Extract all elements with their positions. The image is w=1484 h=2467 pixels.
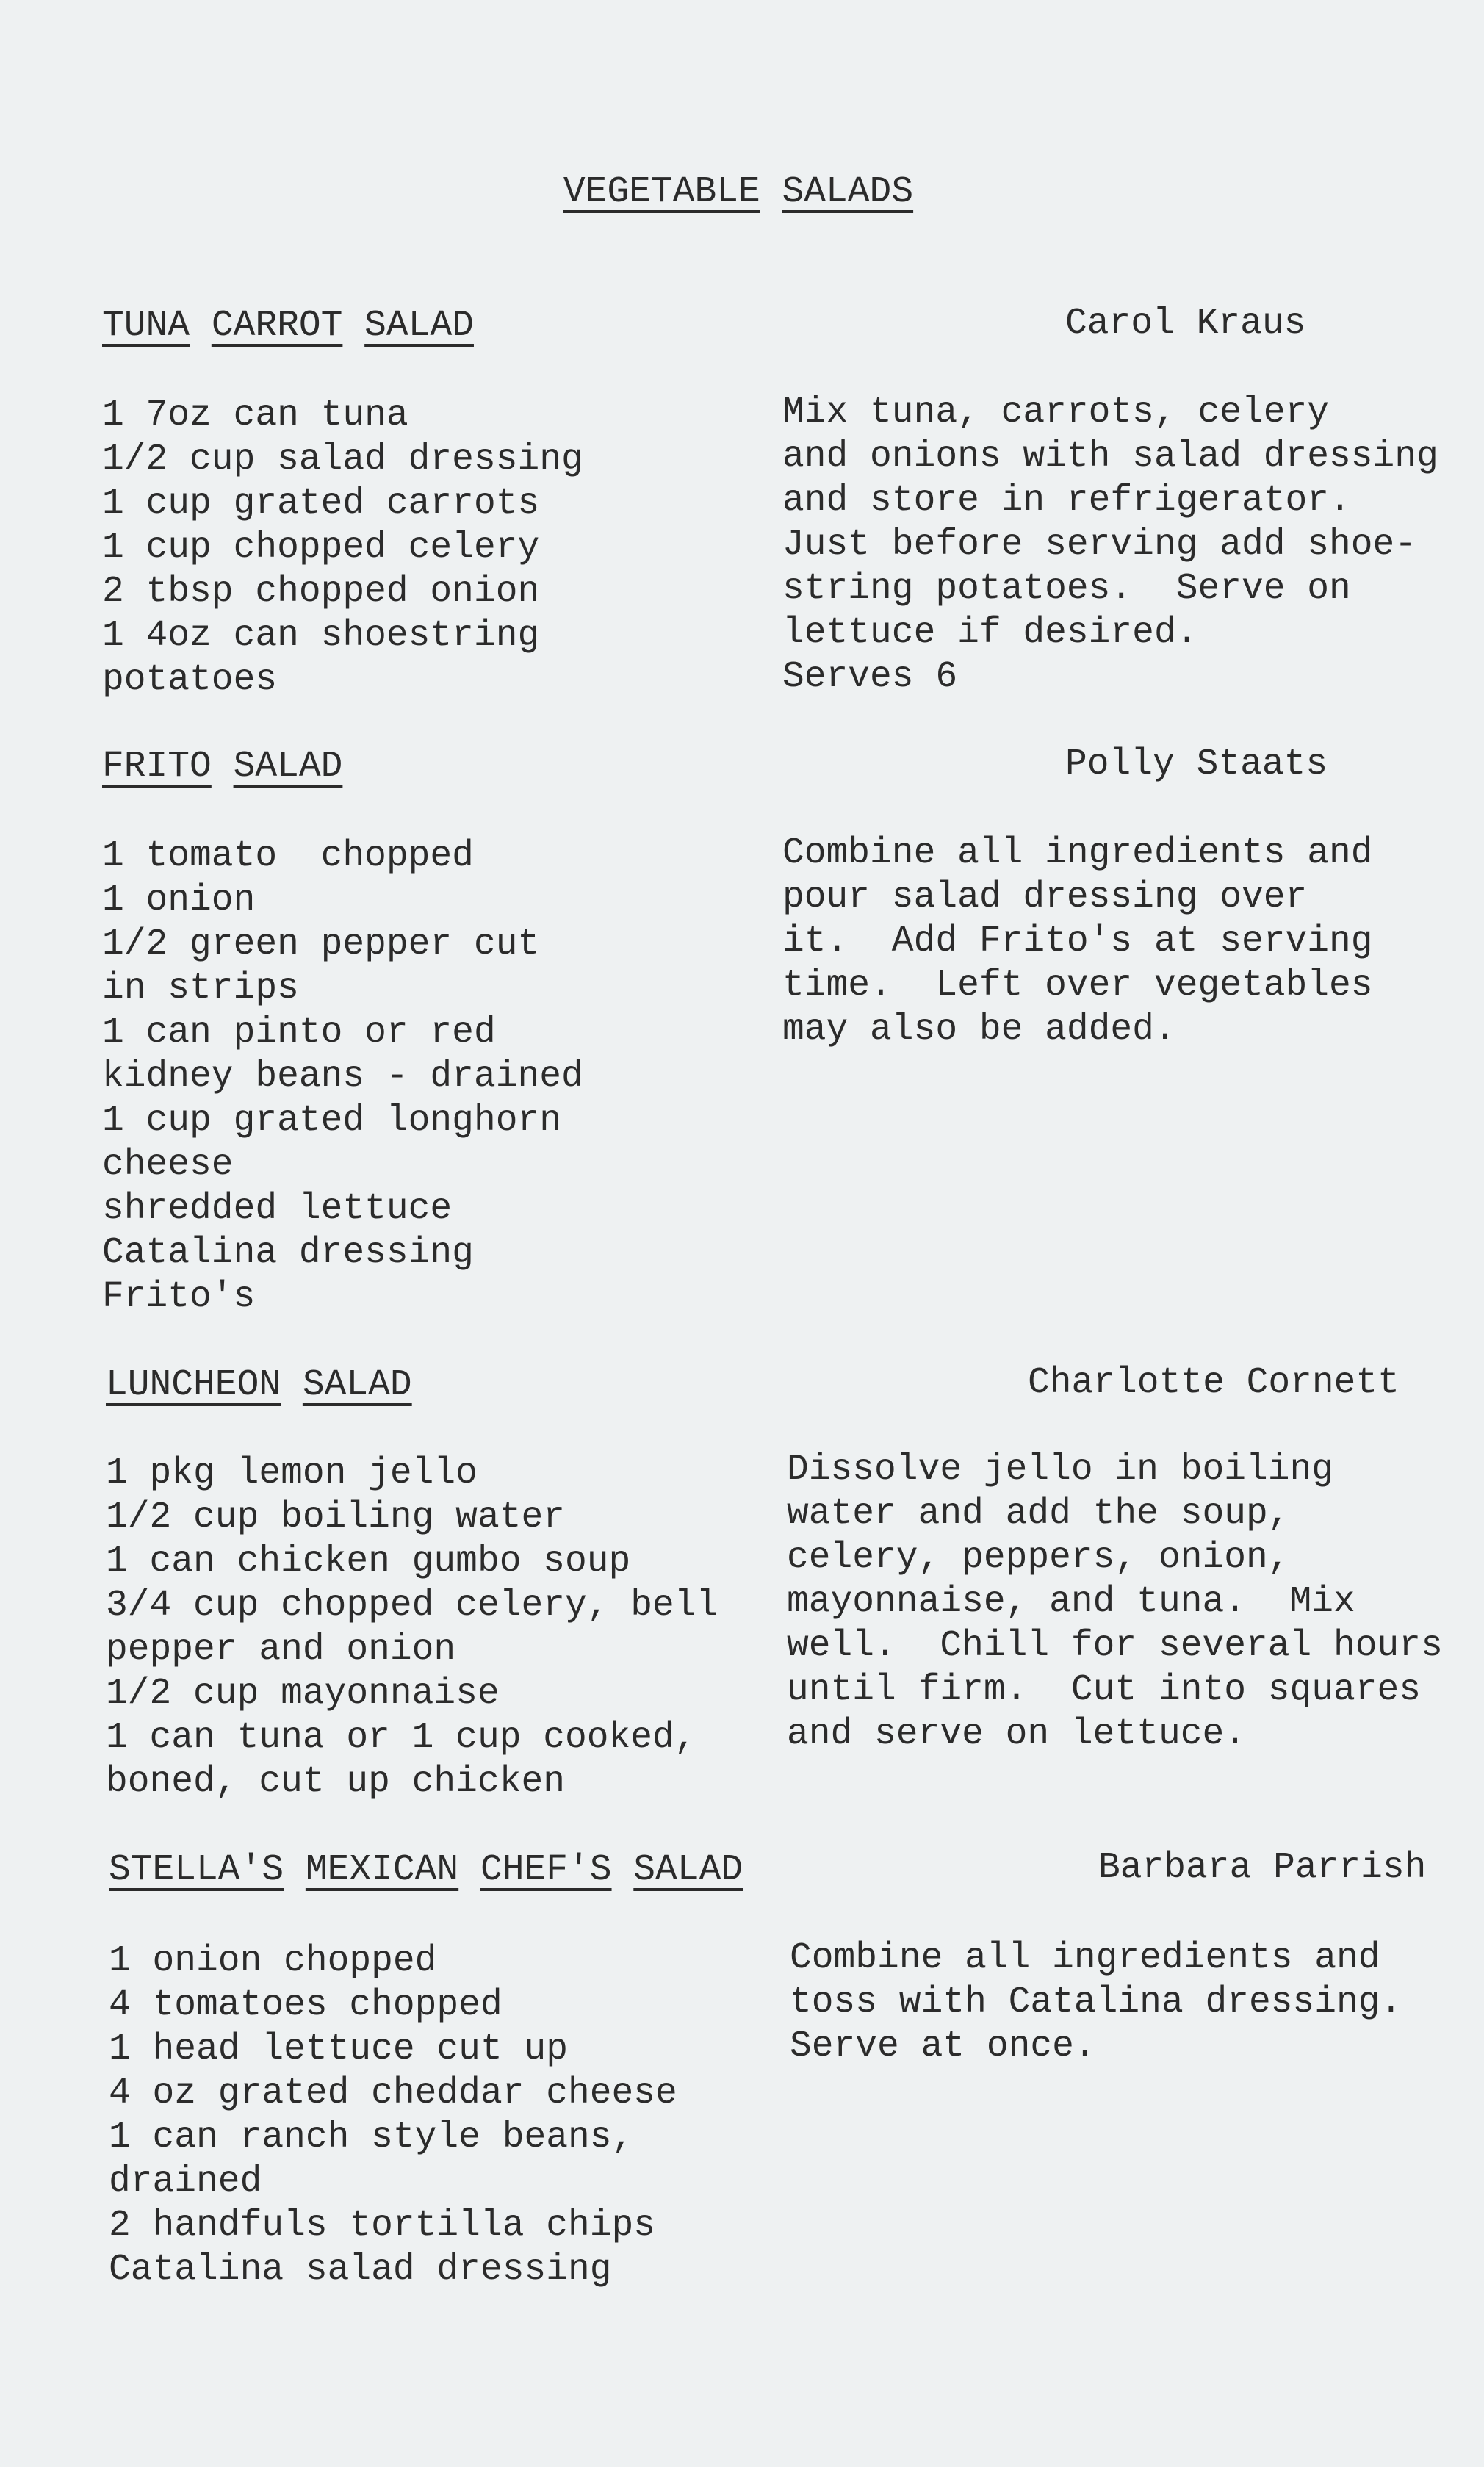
recipe-author: Barbara Parrish bbox=[1098, 1847, 1427, 1888]
ingredient-line: 1 head lettuce cut up bbox=[109, 2028, 568, 2070]
ingredient-line: 1 onion chopped bbox=[109, 1940, 437, 1981]
direction-line: Serves 6 bbox=[782, 656, 958, 697]
ingredient-line: 1 can ranch style beans, bbox=[109, 2117, 634, 2158]
direction-line: lettuce if desired. bbox=[782, 612, 1198, 653]
recipe-title-word: STELLA'S bbox=[109, 1849, 284, 1890]
recipe-title bbox=[109, 1848, 743, 1892]
ingredient-line: Catalina salad dressing bbox=[109, 2249, 612, 2290]
ingredient-line: 1 can pinto or red bbox=[102, 1012, 496, 1053]
ingredient-line: 2 handfuls tortilla chips bbox=[109, 2205, 656, 2246]
ingredient-line: drained bbox=[109, 2161, 262, 2202]
recipe-author: Polly Staats bbox=[1065, 743, 1328, 785]
recipe-title-word: CHEF'S bbox=[480, 1849, 612, 1890]
recipe-title-word: LUNCHEON bbox=[106, 1364, 281, 1405]
ingredient-list bbox=[109, 1939, 677, 2291]
direction-line: may also be added. bbox=[782, 1009, 1176, 1050]
ingredient-line: 1 onion bbox=[102, 879, 256, 921]
directions-text bbox=[782, 831, 1373, 1051]
recipe-title-word: SALAD bbox=[302, 1364, 412, 1405]
direction-line: mayonnaise, and tuna. Mix bbox=[787, 1581, 1355, 1622]
ingredient-line: 1 tomato chopped bbox=[102, 835, 474, 876]
ingredient-line: potatoes bbox=[102, 659, 278, 700]
recipe-title bbox=[106, 1363, 412, 1407]
direction-line: Combine all ingredients and bbox=[790, 1937, 1380, 1978]
recipe-title-word: SALAD bbox=[233, 746, 343, 787]
page-title bbox=[0, 170, 1477, 214]
recipe-author: Charlotte Cornett bbox=[1028, 1362, 1400, 1403]
recipe-author: Carol Kraus bbox=[1065, 303, 1306, 344]
ingredient-line: 3/4 cup chopped celery, bell bbox=[106, 1585, 718, 1626]
ingredient-line: 1 can chicken gumbo soup bbox=[106, 1541, 631, 1582]
ingredient-line: 4 tomatoes chopped bbox=[109, 1984, 503, 2025]
direction-line: celery, peppers, onion, bbox=[787, 1537, 1290, 1578]
ingredient-line: 4 oz grated cheddar cheese bbox=[109, 2072, 677, 2114]
direction-line: and serve on lettuce. bbox=[787, 1713, 1246, 1754]
directions-text bbox=[782, 390, 1438, 699]
recipe-title bbox=[102, 744, 342, 788]
ingredient-line: 1/2 cup mayonnaise bbox=[106, 1673, 500, 1714]
direction-line: well. Chill for several hours bbox=[787, 1625, 1443, 1666]
direction-line: pour salad dressing over bbox=[782, 876, 1308, 918]
title-word: VEGETABLE bbox=[563, 171, 760, 212]
direction-line: string potatoes. Serve on bbox=[782, 568, 1351, 609]
recipe-title-word: SALAD bbox=[633, 1849, 743, 1890]
ingredient-line: Frito's bbox=[102, 1276, 256, 1317]
ingredient-line: 1 cup grated carrots bbox=[102, 483, 540, 524]
ingredient-line: 1 7oz can tuna bbox=[102, 395, 408, 436]
ingredient-line: pepper and onion bbox=[106, 1629, 456, 1670]
ingredient-line: 1 cup chopped celery bbox=[102, 527, 540, 568]
direction-line: Combine all ingredients and bbox=[782, 832, 1373, 874]
direction-line: Dissolve jello in boiling bbox=[787, 1449, 1334, 1490]
ingredient-line: boned, cut up chicken bbox=[106, 1761, 565, 1802]
direction-line: and store in refrigerator. bbox=[782, 480, 1351, 521]
direction-line: Serve at once. bbox=[790, 2025, 1096, 2067]
ingredient-list bbox=[102, 834, 583, 1319]
direction-line: and onions with salad dressing bbox=[782, 436, 1438, 477]
recipe-title-word: CARROT bbox=[211, 305, 343, 346]
ingredient-line: shredded lettuce bbox=[102, 1188, 453, 1229]
ingredient-line: 1 can tuna or 1 cup cooked, bbox=[106, 1717, 696, 1758]
direction-line: water and add the soup, bbox=[787, 1493, 1290, 1534]
direction-line: it. Add Frito's at serving bbox=[782, 921, 1373, 962]
ingredient-line: 2 tbsp chopped onion bbox=[102, 571, 540, 612]
ingredient-line: kidney beans - drained bbox=[102, 1056, 583, 1097]
ingredient-line: 1 cup grated longhorn bbox=[102, 1100, 561, 1141]
ingredient-line: 1 4oz can shoestring bbox=[102, 615, 540, 656]
ingredient-line: 1/2 cup boiling water bbox=[106, 1497, 565, 1538]
ingredient-line: 1/2 green pepper cut bbox=[102, 923, 540, 965]
ingredient-list bbox=[106, 1451, 718, 1804]
ingredient-line: Catalina dressing bbox=[102, 1232, 474, 1273]
recipe-title-word: MEXICAN bbox=[305, 1849, 459, 1890]
ingredient-list bbox=[102, 393, 583, 702]
ingredient-line: in strips bbox=[102, 968, 299, 1009]
direction-line: time. Left over vegetables bbox=[782, 965, 1373, 1006]
directions-text bbox=[787, 1447, 1443, 1756]
direction-line: until firm. Cut into squares bbox=[787, 1669, 1422, 1710]
ingredient-line: 1 pkg lemon jello bbox=[106, 1452, 478, 1494]
title-word: SALADS bbox=[782, 171, 914, 212]
direction-line: toss with Catalina dressing. bbox=[790, 1981, 1402, 2023]
ingredient-line: 1/2 cup salad dressing bbox=[102, 439, 583, 480]
recipe-title-word: FRITO bbox=[102, 746, 212, 787]
recipe-title bbox=[102, 303, 474, 347]
directions-text bbox=[790, 1936, 1402, 2068]
direction-line: Mix tuna, carrots, celery bbox=[782, 392, 1330, 433]
recipe-title-word: TUNA bbox=[102, 305, 190, 346]
recipe-title-word: SALAD bbox=[364, 305, 474, 346]
direction-line: Just before serving add shoe- bbox=[782, 524, 1417, 565]
ingredient-line: cheese bbox=[102, 1144, 234, 1185]
